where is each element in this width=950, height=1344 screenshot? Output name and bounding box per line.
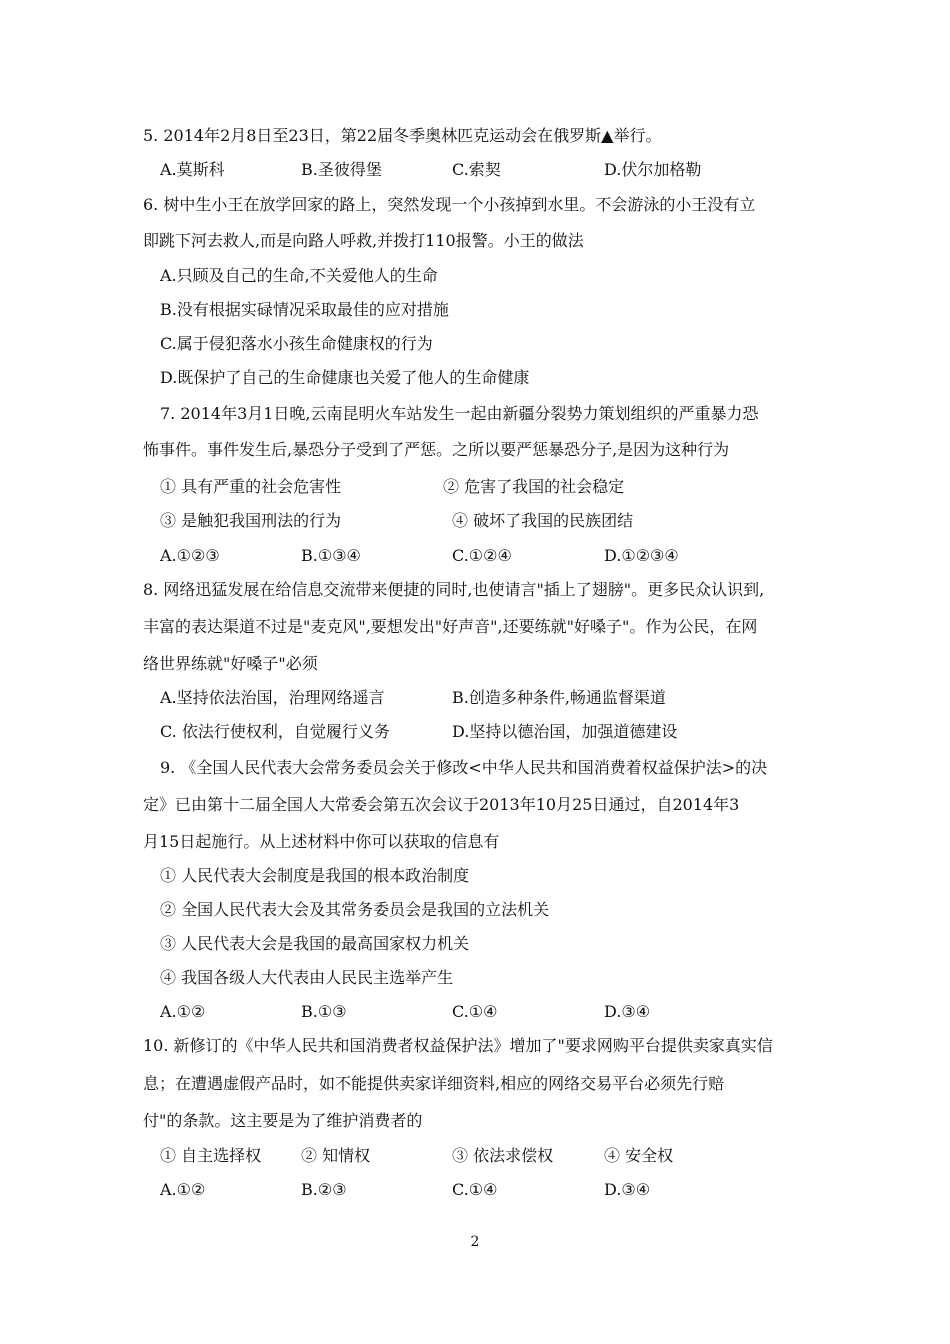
q9-stem-line2: 定》已由第十二届全国人大常委会第五次会议于2013年10月25日通过，自2014年3 [143,795,740,814]
q8-option-c: C. 依法行使权利，自觉履行义务 [160,722,390,741]
q10-option-d: D.③④ [604,1180,651,1199]
q9-option-d: D.③④ [604,1002,651,1021]
q7-item-1: ① 具有严重的社会危害性 [160,477,342,496]
q6-option-c: C.属于侵犯落水小孩生命健康权的行为 [160,334,433,353]
q10-option-b: B.②③ [301,1180,347,1199]
q10-item-1: ① 自主选择权 [160,1146,262,1165]
q5-option-a: A.莫斯科 [160,160,225,179]
q6-stem-line2: 即跳下河去救人,而是向路人呼救,并拨打110报警。小王的做法 [143,231,584,250]
q10-option-a: A.①② [160,1180,206,1199]
q10-item-2: ② 知情权 [301,1146,371,1165]
q8-option-b: B.创造多种条件,畅通监督渠道 [452,688,666,707]
q8-stem-line1: 8. 网络迅猛发展在给信息交流带来便捷的同时,也使请言"插上了翅膀"。更多民众认识到, [143,580,765,599]
q7-option-b: B.①③④ [301,546,361,565]
q5-stem: 5. 2014年2月8日至23日，第22届冬季奥林匹克运动会在俄罗斯▲举行。 [143,126,662,145]
q8-option-d: D.坚持以德治国，加强道德建设 [452,722,678,741]
q8-stem-line2: 丰富的表达渠道不过是"麦克风",要想发出"好声音",还要练就"好嗓子"。作为公民，在网 [143,617,758,636]
q7-stem-line2: 怖事件。事件发生后,暴恐分子受到了严惩。之所以要严惩暴恐分子,是因为这种行为 [143,440,730,459]
q5-option-b: B.圣彼得堡 [301,160,382,179]
q7-stem-line1: 7. 2014年3月1日晚,云南昆明火车站发生一起由新疆分裂势力策划组织的严重暴力恐 [160,404,759,423]
q9-item-4: ④ 我国各级人大代表由人民民主选举产生 [160,968,454,987]
q7-option-a: A.①②③ [160,546,220,565]
q10-stem-line2: 息；在遭遇虚假产品时，如不能提供卖家详细资料,相应的网络交易平台必须先行赔 [143,1074,725,1093]
q7-option-c: C.①②④ [452,546,512,565]
q7-item-2: ② 危害了我国的社会稳定 [443,477,625,496]
q8-option-a: A.坚持依法治国，治理网络遥言 [160,688,385,707]
q6-option-d: D.既保护了自己的生命健康也关爱了他人的生命健康 [160,368,530,387]
q9-option-b: B.①③ [301,1002,347,1021]
q9-item-3: ③ 人民代表大会是我国的最高国家权力机关 [160,934,470,953]
q10-item-3: ③ 依法求偿权 [452,1146,554,1165]
q5-option-d: D.伏尔加格勒 [604,160,702,179]
page-number: 2 [470,1234,480,1250]
q7-item-4: ④ 破坏了我国的民族团结 [452,511,634,530]
q7-item-3: ③ 是触犯我国刑法的行为 [160,511,342,530]
q8-stem-line3: 络世界练就"好嗓子"必须 [143,654,318,673]
q10-stem-line3: 付"的条款。这主要是为了维护消费者的 [143,1111,423,1130]
q9-item-2: ② 全国人民代表大会及其常务委员会是我国的立法机关 [160,900,550,919]
q10-stem-line1: 10. 新修订的《中华人民共和国消费者权益保护法》增加了"要求网购平台提供卖家真实信 [143,1036,773,1055]
q7-option-d: D.①②③④ [604,546,679,565]
q9-option-a: A.①② [160,1002,206,1021]
q10-option-c: C.①④ [452,1180,498,1199]
q9-stem-line3: 月15日起施行。从上述材料中你可以获取的信息有 [143,832,500,851]
q6-option-a: A.只顾及自己的生命,不关爱他人的生命 [160,266,438,285]
q9-stem-line1: 9. 《全国人民代表大会常务委员会关于修改<中华人民共和国消费着权益保护法>的决 [160,758,768,777]
q5-option-c: C.索契 [452,160,501,179]
q5-blank: ▲ [601,126,614,145]
q10-item-4: ④ 安全权 [604,1146,674,1165]
q6-option-b: B.没有根据实碌情况采取最佳的应对措施 [160,300,449,319]
q6-stem-line1: 6. 树中生小王在放学回家的路上，突然发现一个小孩掉到水里。不会游泳的小王没有立 [143,195,756,214]
q9-option-c: C.①④ [452,1002,498,1021]
q9-item-1: ① 人民代表大会制度是我国的根本政治制度 [160,866,470,885]
